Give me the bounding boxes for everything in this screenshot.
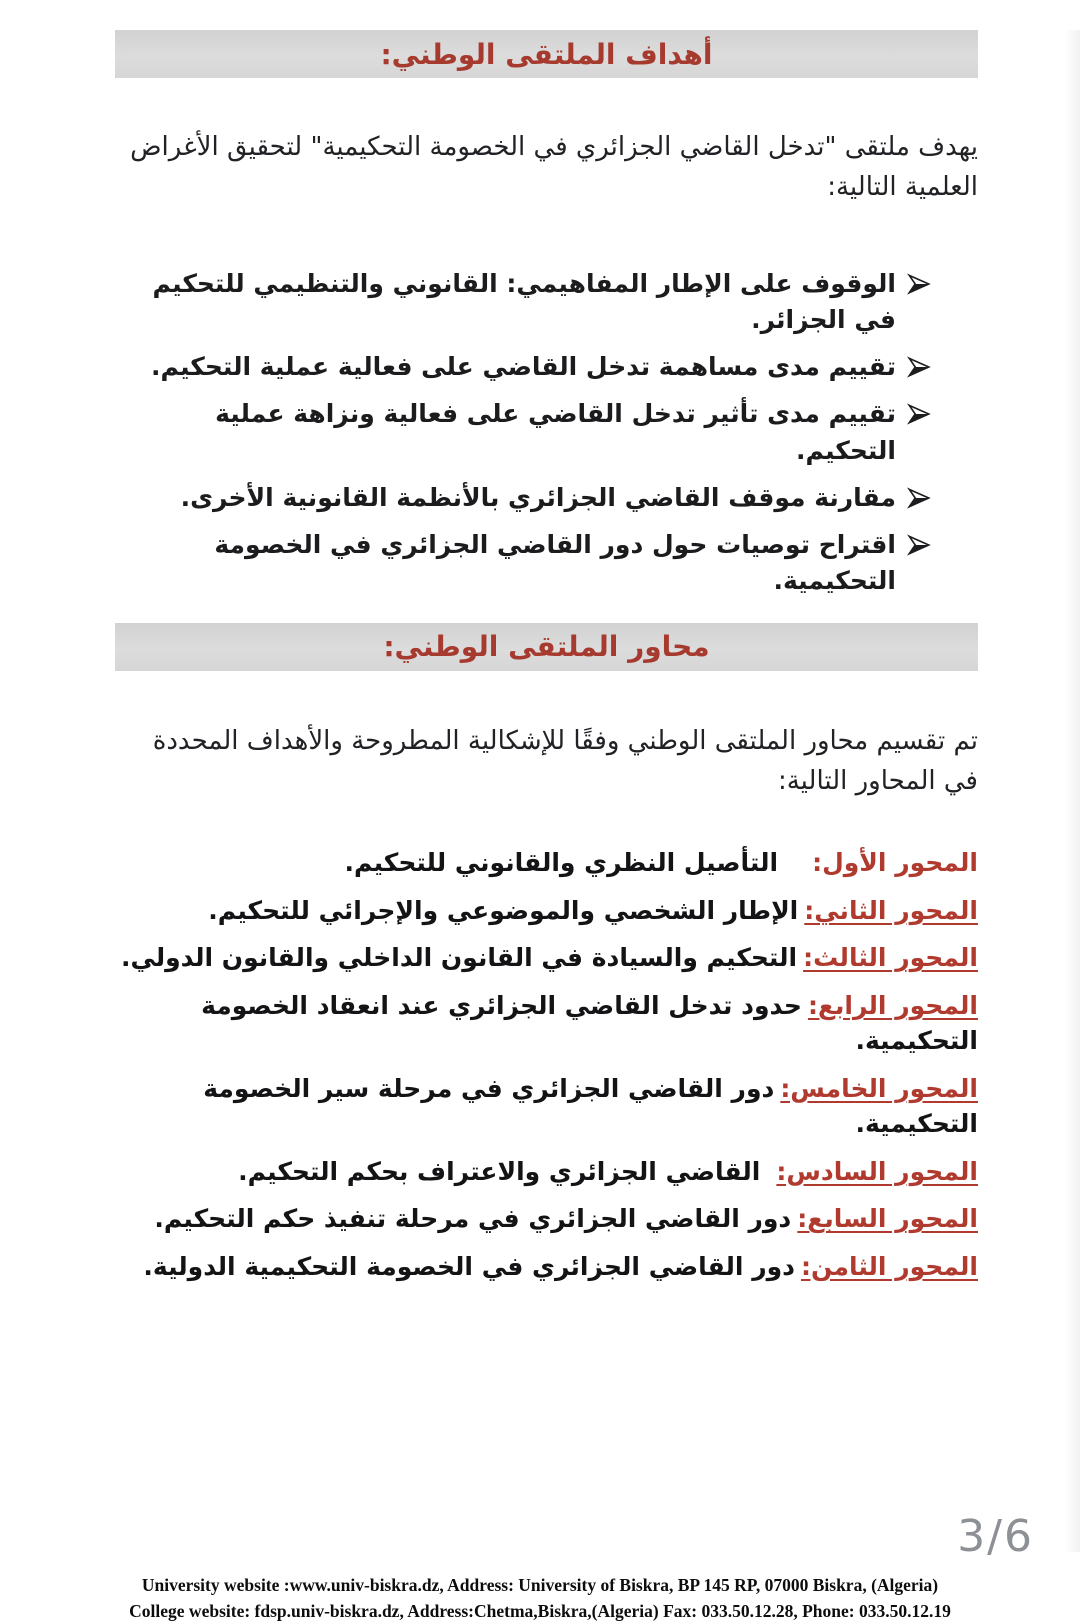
axis-label: المحور الرابع:: [807, 990, 978, 1020]
axis-label: المحور الثالث:: [803, 943, 978, 973]
axis-row: [115, 1071, 978, 1142]
bullet-item: [150, 266, 932, 339]
axes-intro-paragraph: تم تقسيم محاور الملتقى الوطني وفقًا للإشكالية المطروحة والأهداف المحددة في المحاور التالية:: [152, 725, 978, 796]
bullet-text: اقتراح توصيات حول دور القاضي الجزائري في الخصومة التحكيمية.: [214, 530, 896, 596]
axis-label: المحور الثاني:: [804, 895, 978, 925]
bullet-text: تقييم مدى مساهمة تدخل القاضي على فعالية عملية التحكيم.: [151, 352, 896, 382]
axis-text: دور القاضي الجزائري في مرحلة تنفيذ حكم التحكيم.: [154, 1204, 792, 1234]
axis-row: [115, 988, 978, 1059]
bullet-item: [150, 349, 932, 385]
axis-label: المحور السابع:: [797, 1204, 978, 1234]
axis-text: التحكيم والسيادة في القانون الداخلي والقانون الدولي.: [120, 943, 798, 973]
document-page: [0, 30, 1080, 1622]
axis-label: المحور الخامس:: [780, 1073, 978, 1103]
axis-row: [115, 1249, 978, 1285]
objectives-intro-paragraph: يهدف ملتقى "تدخل القاضي الجزائري في الخصومة التحكيمية" لتحقيق الأغراض العلمية التالية:: [130, 132, 978, 203]
bullet-text: الوقوف على الإطار المفاهيمي: القانوني والتنظيمي للتحكيم في الجزائر.: [152, 268, 896, 334]
arrowhead-right-icon: [906, 271, 932, 297]
axes-list: [115, 845, 978, 1284]
axis-row: [115, 1201, 978, 1237]
footer-line-university: University website :www.univ-biskra.dz, Address: University of Biskra, BP 145 RP, 07000 Biskra, (Algeria): [141, 1575, 939, 1596]
axis-row: [115, 940, 978, 976]
arrowhead-right-icon: [906, 354, 932, 380]
axis-text: حدود تدخل القاضي الجزائري عند انعقاد الخصومة التحكيمية.: [201, 990, 978, 1056]
axis-text: دور القاضي الجزائري في الخصومة التحكيمية الدولية.: [143, 1251, 795, 1281]
objectives-header-title: أهداف الملتقى الوطني:: [380, 37, 713, 71]
axis-label: المحور السادس:: [776, 1156, 978, 1186]
scan-edge-shading: [1064, 30, 1080, 1552]
objectives-bullet-list: [150, 266, 932, 600]
axis-row: [115, 1154, 978, 1190]
axes-header-title: محاور الملتقى الوطني:: [383, 630, 710, 664]
axis-row: [115, 845, 978, 881]
axis-row: [115, 893, 978, 929]
axis-text: دور القاضي الجزائري في مرحلة سير الخصومة التحكيمية.: [203, 1073, 978, 1139]
page-number: 3/6: [957, 1511, 1034, 1562]
bullet-item: [150, 527, 932, 600]
axis-label: المحور الثامن:: [800, 1251, 978, 1281]
bullet-item: [150, 480, 932, 516]
axis-text: الإطار الشخصي والموضوعي والإجرائي للتحكيم.: [208, 895, 799, 925]
objectives-header-bar: [115, 30, 978, 78]
axis-text: القاضي الجزائري والاعتراف بحكم التحكيم.: [238, 1156, 761, 1186]
axis-label: المحور الأول:: [812, 848, 978, 878]
arrowhead-right-icon: [906, 401, 932, 427]
axis-text: التأصيل النظري والقانوني للتحكيم.: [344, 848, 779, 878]
bullet-text: مقارنة موقف القاضي الجزائري بالأنظمة القانونية الأخرى.: [180, 482, 896, 512]
footer: [0, 1572, 1080, 1624]
bullet-item: [150, 396, 932, 469]
footer-line-college: College website: fdsp.univ-biskra.dz, Address:Chetma,Biskra,(Algeria) Fax: 033.50.12.28, Phone: 033.50.12.19: [129, 1601, 951, 1622]
arrowhead-right-icon: [906, 485, 932, 511]
bullet-text: تقييم مدى تأثير تدخل القاضي على فعالية ونزاهة عملية التحكيم.: [215, 399, 896, 465]
axes-header-bar: [115, 623, 978, 671]
arrowhead-right-icon: [906, 532, 932, 558]
